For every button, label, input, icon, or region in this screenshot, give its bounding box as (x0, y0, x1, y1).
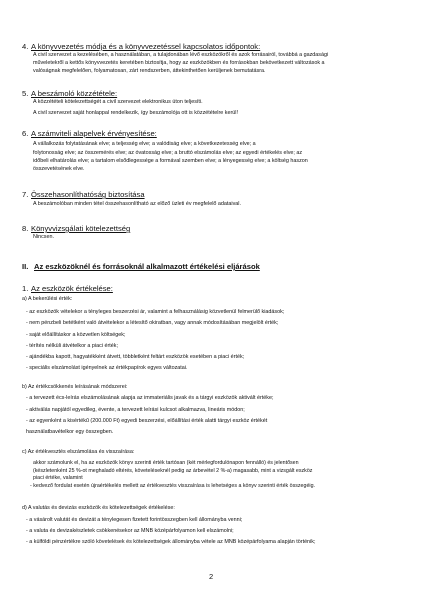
list-item: - speciális elszámolást igényelnek az értékpapírok egyes változatai. (26, 365, 188, 371)
list-item: - ajándékba kapott, hagyatékként átvett, többletként feltárt eszközök esetében a piaci érték; (26, 354, 245, 360)
paragraph-line: A civil szervezet saját honlappal rendelkezik, így beszámolója ott is közzétételre kerül! (33, 110, 238, 116)
list-item: - nem pénzbeli betétként való átvételekor a létesítő okiratban, vagy annak módosításában megjelölt érték; (26, 320, 279, 326)
subsection-c-title: c) Az értékvesztés elszámolása és visszaírása: (22, 449, 135, 455)
subsection-1-heading (22, 284, 113, 293)
list-item: - a vásárolt valutát és devizát a ténylegesen fizetett forintösszegben kell állományba venni; (26, 517, 243, 523)
paragraph-line: műveletekről a kettős könyvvezetés keretében biztosítja, hogy az eszközökben és forrásokban bekövetkezett változások a (33, 60, 325, 66)
section-8-number: 8. (22, 224, 29, 233)
section-8-heading (22, 224, 130, 233)
list-item: - az egyenként a kisértékű (200.000 Ft) egyedi beszerzési, előállítási érték alatti tárgyi eszköz értékét (26, 418, 268, 424)
list-item: - az eszközök vételekor a tényleges beszerzési ár, valamint a felhasználásig közvetlenül felmerülő kiadások; (26, 309, 285, 315)
paragraph-line: - kedvező fordulat esetén újraértékelés mellett az értékvesztés visszaírása is lehetséges a könyv szerinti érték összegéig. (30, 483, 315, 489)
list-item: - aktiválás napjától egyedileg, évente, a tervezett leírási kulcsot alkalmazva, lineáris módon; (26, 407, 245, 413)
list-item: - a külföldi pénzértékre szóló követelések és kötelezettségek állományba vétele az MNB középárfolyama alapján történik; (26, 539, 316, 545)
paragraph-line: Nincsen. (33, 234, 54, 240)
paragraph-line: valóságnak megfelelően, folyamatosan, zárt rendszerben, áttekinthetően kerüljenek bemutatásra. (33, 68, 266, 74)
subsection-a-title: a) A bekerülési érték: (22, 296, 73, 302)
section-7-heading (22, 190, 145, 199)
paragraph-line: időbeli elhatárolás elve; a tartalom elsődlegessége a formával szemben elve; a lényegesség elve; a költség haszon (33, 158, 308, 164)
paragraph-line: akkor számolunk el, ha az eszközök könyv szerinti érték tartósan (két mérlegfordulónapon fennálló) és jelentősen (33, 460, 299, 466)
paragraph-line: folytonosság elve; az összemérés elve; az óvatosság elve; a bruttó elszámolás elve; az egyedi értékelés elve; az (33, 150, 303, 156)
paragraph-line: A beszámolóban minden tétel összehasonlítható az előző üzleti év megfelelő adataival. (33, 201, 241, 207)
paragraph-line: A civil szervezet a kezelésében, a használatában, a tulajdonában lévő eszközökről és azok forrásairól, továbbá a gazdasági (33, 52, 329, 58)
part-2-number: II. (22, 262, 29, 271)
section-4-heading (22, 42, 260, 51)
section-6-heading (22, 129, 157, 138)
section-6-title: A számviteli alapelvek érvényesítése: (31, 129, 157, 138)
paragraph-line: piaci értéke, valamint (33, 475, 83, 481)
section-5-number: 5. (22, 89, 29, 98)
list-item: használatbavételkor egy összegben. (26, 429, 114, 435)
section-4-number: 4. (22, 42, 29, 51)
list-item: - saját előállításkor a közvetlen költségek; (26, 332, 126, 338)
subsection-b-title: b) Az értékcsökkenés leírásának módszerei: (22, 384, 128, 390)
list-item: - térítés nélküli átvételkor a piaci érték; (26, 343, 118, 349)
part-2-heading (22, 262, 260, 271)
section-4-title: A könyvvezetés módja és a könyvvezetéssel kapcsolatos időpontok: (31, 42, 261, 51)
paragraph-line: (készletenként 25 %-ot meghaladó eltérés, követeléseknél pedig az árbevétel 2 %-a) magasabb, mint a vizsgált eszköz (33, 468, 313, 474)
section-7-title: Összehasonlíthatóság biztosítása (31, 190, 145, 199)
list-item: - a valuta és devizakészletek csökkenésekor az MNB középárfolyamon kell elszámolni; (26, 528, 234, 534)
section-8-title: Könyvvizsgálati kötelezettség (31, 224, 131, 233)
paragraph-line: A közzétételi kötelezettségét a civil szervezet elektronikus úton teljesíti. (33, 99, 203, 105)
section-5-title: A beszámoló közzététele: (31, 89, 118, 98)
paragraph-line: összevetésének elve. (33, 166, 85, 172)
list-item: - a tervezett écs-leírás elszámolásának alapja az immateriális javak és a tárgyi eszközök aktivált értéke; (26, 395, 274, 401)
subsection-1-title: Az eszközök értékelése: (31, 284, 113, 293)
subsection-1-number: 1. (22, 284, 29, 293)
page-number: 2 (209, 572, 214, 581)
paragraph-line: A vállalkozás folytatásának elve; a teljesség elve; a valódiság elve; a következetesség elve; a (33, 141, 256, 147)
section-6-number: 6. (22, 129, 29, 138)
part-2-title: Az eszközöknél és forrásoknál alkalmazott értékelési eljárások (34, 262, 260, 271)
subsection-d-title: d) A valutás és devizás eszközök és kötelezettségek értékelése: (22, 505, 175, 511)
section-5-heading (22, 89, 117, 98)
section-7-number: 7. (22, 190, 29, 199)
